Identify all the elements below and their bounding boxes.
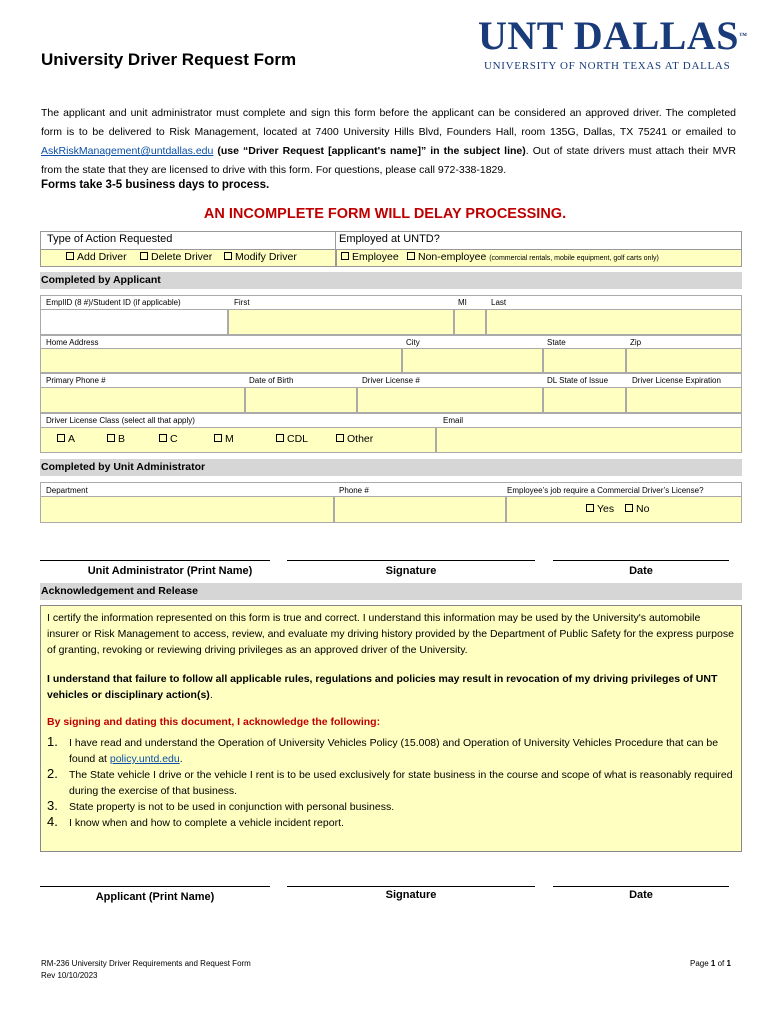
zip-label: Zip	[630, 338, 642, 347]
checkbox-label: Yes	[597, 503, 615, 515]
date-of-birth-input[interactable]	[245, 387, 357, 413]
list-text: State property is not to be used in conjunction with personal business.	[69, 801, 395, 813]
footer-revision: Rev 10/10/2023	[41, 971, 98, 980]
logo-text: UNT DALLAS	[478, 13, 739, 58]
checkbox-label: Delete Driver	[151, 251, 213, 263]
home-address-input[interactable]	[40, 348, 402, 373]
applicant-print-name-line[interactable]	[40, 886, 270, 887]
employed-label: Employed at UNTD?	[339, 233, 440, 245]
first-name-input[interactable]	[228, 309, 454, 335]
home-address-label: Home Address	[46, 338, 99, 347]
checkbox-icon	[159, 434, 167, 442]
license-class-label: Driver License Class (select all that apply)	[46, 416, 195, 425]
dl-expiration-input[interactable]	[626, 387, 742, 413]
page-current: 1	[710, 959, 716, 968]
checkbox-label: A	[68, 433, 76, 445]
admin-print-name-label: Unit Administrator (Print Name)	[87, 565, 253, 577]
checkbox-label: Non-employee	[418, 251, 487, 263]
list-number: 3.	[47, 798, 58, 813]
modify-driver-checkbox[interactable]	[224, 251, 297, 263]
admin-date-line[interactable]	[553, 560, 729, 561]
list-text: The State vehicle I drive or the vehicle I rent is to be used exclusively for state business in the course and scope of what is reasonably required during the exercise of that business.	[69, 769, 733, 797]
checkbox-icon	[586, 504, 594, 512]
checkbox-label: Other	[347, 433, 374, 445]
page-prefix: Page	[690, 959, 711, 968]
cdl-question-label: Employee’s job require a Commercial Driver’s License?	[507, 486, 704, 495]
logo-trademark: ™	[739, 31, 748, 40]
checkbox-label: Modify Driver	[235, 251, 297, 263]
checkbox-label: M	[225, 433, 234, 445]
class-cdl-checkbox[interactable]	[276, 433, 308, 445]
driver-license-label: Driver License #	[362, 376, 420, 385]
mi-label: MI	[458, 298, 467, 307]
processing-time: Forms take 3-5 business days to process.	[41, 179, 270, 191]
zip-input[interactable]	[626, 348, 742, 373]
checkbox-label: CDL	[287, 433, 309, 445]
page-title: University Driver Request Form	[41, 50, 297, 69]
checkbox-icon	[107, 434, 115, 442]
list-number: 2.	[47, 766, 58, 781]
checkbox-icon	[66, 252, 74, 260]
checkbox-label: No	[636, 503, 650, 515]
logo-subtitle: UNIVERSITY OF NORTH TEXAS AT DALLAS	[484, 60, 731, 72]
checkbox-icon	[224, 252, 232, 260]
checkbox-icon	[140, 252, 148, 260]
email-label: Email	[443, 416, 464, 425]
incomplete-warning: AN INCOMPLETE FORM WILL DELAY PROCESSING.	[203, 206, 567, 222]
ack-section-title: Acknowledgement and Release	[41, 585, 198, 597]
empl-id-input[interactable]	[40, 309, 228, 335]
footer-form-id: RM-236 University Driver Requirements and Request Form	[41, 959, 251, 968]
applicant-section-title: Completed by Applicant	[41, 274, 161, 286]
applicant-date-line[interactable]	[553, 886, 729, 887]
applicant-date-label: Date	[629, 889, 653, 901]
list-number: 4.	[47, 814, 58, 829]
last-name-label: Last	[491, 298, 507, 307]
dl-state-label: DL State of Issue	[547, 376, 609, 385]
ack-list-item	[47, 799, 735, 815]
list-text-end: .	[179, 753, 183, 765]
city-input[interactable]	[402, 348, 543, 373]
delete-driver-checkbox[interactable]	[140, 251, 212, 263]
intro-subject-line: (use “Driver Request [applicant's name]” in the subject line)	[213, 145, 526, 157]
ack-signing-heading: By signing and dating this document, I acknowledge the following:	[47, 716, 381, 728]
primary-phone-input[interactable]	[40, 387, 245, 413]
non-employee-checkbox[interactable]	[407, 251, 659, 263]
checkbox-label: Add Driver	[77, 251, 127, 263]
checkbox-icon	[341, 252, 349, 260]
checkbox-icon	[336, 434, 344, 442]
page-of: of	[715, 959, 727, 968]
license-class-area	[40, 427, 436, 453]
ack-list	[47, 735, 735, 831]
action-type-label: Type of Action Requested	[47, 233, 173, 245]
dl-state-input[interactable]	[543, 387, 626, 413]
applicant-signature-line[interactable]	[287, 886, 535, 887]
unt-dallas-logo	[478, 13, 748, 58]
checkbox-icon	[276, 434, 284, 442]
date-of-birth-label: Date of Birth	[249, 376, 294, 385]
state-input[interactable]	[543, 348, 626, 373]
checkbox-icon	[214, 434, 222, 442]
policy-link[interactable]: policy.untd.edu	[109, 753, 180, 765]
applicant-signature-label: Signature	[385, 889, 437, 901]
admin-section-title: Completed by Unit Administrator	[41, 461, 206, 473]
acknowledgement-box	[40, 605, 742, 852]
ack-list-item	[47, 767, 735, 799]
applicant-print-name-label: Applicant (Print Name)	[95, 891, 215, 903]
middle-initial-input[interactable]	[454, 309, 486, 335]
department-input[interactable]	[40, 496, 334, 523]
ack-list-item	[47, 815, 735, 831]
risk-email-link[interactable]: AskRiskManagement@untdallas.edu	[41, 145, 214, 157]
footer-form-info	[41, 958, 251, 982]
cdl-no-checkbox[interactable]	[625, 503, 649, 515]
admin-phone-input[interactable]	[334, 496, 506, 523]
page-total: 1	[726, 959, 731, 968]
class-m-checkbox[interactable]	[214, 433, 234, 445]
checkbox-label: C	[170, 433, 178, 445]
list-text: I have read and understand the Operation of University Vehicles Policy (15.008) and Operation of University Vehicles Procedure that can be found at	[69, 737, 719, 765]
checkbox-icon	[407, 252, 415, 260]
last-name-input[interactable]	[486, 309, 742, 335]
department-label: Department	[46, 486, 88, 495]
cdl-yes-checkbox[interactable]	[586, 503, 614, 515]
footer-page-number	[690, 958, 731, 970]
employee-checkbox[interactable]	[341, 251, 399, 263]
admin-signature-label: Signature	[385, 565, 437, 577]
list-number: 1.	[47, 734, 58, 749]
intro-text-2: . Out of state drivers must attach their MVR from the state that they are licensed to drive with this form. For questions, please call 972-338-1829.	[41, 145, 736, 176]
intro-paragraph	[41, 104, 736, 180]
ack-list-item	[47, 735, 735, 767]
ack-understand-text	[47, 671, 735, 703]
checkbox-label: Employee	[352, 251, 399, 263]
dl-expiration-label: Driver License Expiration	[632, 376, 721, 385]
checkbox-icon	[625, 504, 633, 512]
ack-understand-bold: I understand that failure to follow all applicable rules, regulations and policies may result in revocation of my driving privileges of UNT vehicles or disciplinary action(s)	[47, 673, 718, 701]
checkbox-icon	[57, 434, 65, 442]
list-text: I know when and how to complete a vehicle incident report.	[69, 817, 344, 829]
add-driver-checkbox[interactable]	[66, 251, 127, 263]
empl-id-label: EmplID (8 #)/Student ID (if applicable)	[46, 298, 181, 307]
admin-phone-label: Phone #	[339, 486, 369, 495]
first-name-label: First	[234, 298, 250, 307]
class-c-checkbox[interactable]	[159, 433, 178, 445]
email-input[interactable]	[436, 427, 742, 453]
intro-text-1: The applicant and unit administrator must complete and sign this form before the applicant can be considered an approved driver. The completed form is to be delivered to Risk Management, located at 7400 University Hills Blvd, Founders Hall, room 135G, Dallas, TX 75241 or emailed to	[41, 107, 736, 138]
cdl-required-area	[506, 496, 742, 523]
admin-date-label: Date	[629, 565, 653, 577]
state-label: State	[547, 338, 566, 347]
admin-signature-line[interactable]	[287, 560, 535, 561]
primary-phone-label: Primary Phone #	[46, 376, 106, 385]
city-label: City	[406, 338, 420, 347]
checkbox-label: B	[118, 433, 126, 445]
driver-license-input[interactable]	[357, 387, 543, 413]
class-b-checkbox[interactable]	[107, 433, 125, 445]
class-a-checkbox[interactable]	[57, 433, 75, 445]
admin-print-name-line[interactable]	[40, 560, 270, 561]
ack-understand-end: .	[209, 689, 213, 701]
ack-certify-text: I certify the information represented on this form is true and correct. I understand this information may be used by the University's automobile insurer or Risk Management to access, review, and evaluate my driving history provided by the Department of Public Safety for the express purpose of granting, revoking or reviewing driving privileges as an approved driver of the University.	[47, 612, 734, 656]
non-employee-note: (commercial rentals, mobile equipment, golf carts only)	[489, 255, 659, 262]
class-other-checkbox[interactable]	[336, 433, 373, 445]
